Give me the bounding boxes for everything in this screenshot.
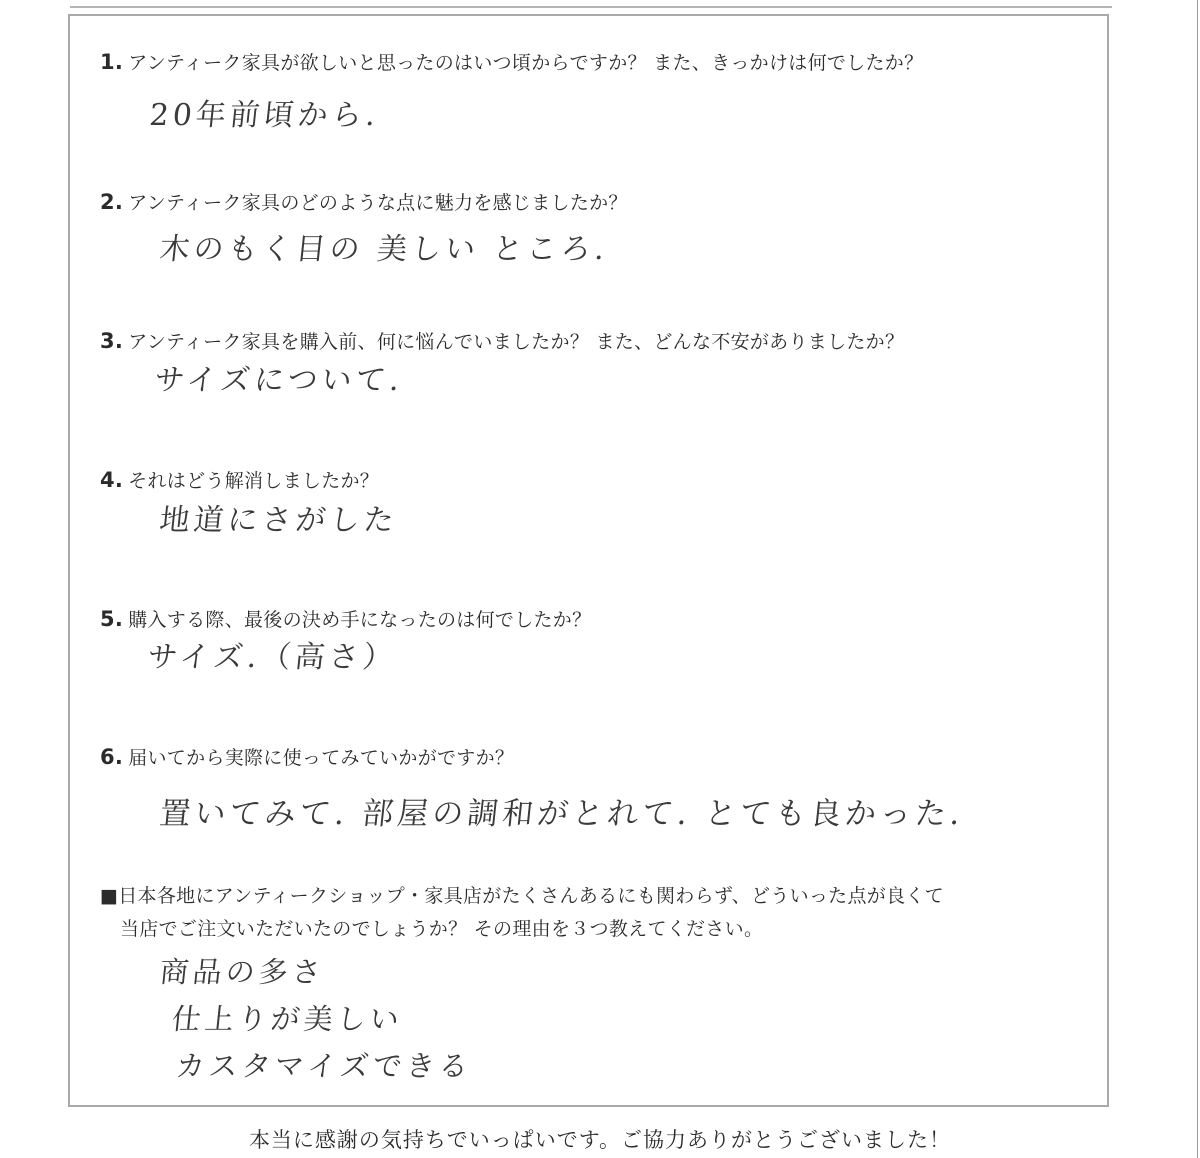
extra-question-line-2: 当店でご注文いただいたのでしょうか？ その理由を３つ教えてください。 (120, 918, 764, 940)
question-4 (100, 466, 379, 493)
question-2 (100, 188, 628, 215)
question-4-text: それはどう解消しましたか？ (128, 470, 380, 492)
question-6 (100, 743, 514, 770)
closing-message: 本当に感謝の気持ちでいっぱいです。ご協力ありがとうございました！ (248, 1128, 952, 1152)
question-1 (100, 48, 923, 75)
question-6-text: 届いてから実際に使ってみていかがですか？ (128, 747, 515, 769)
extra-answer-3: カスタマイズできる (174, 1049, 474, 1083)
question-2-number: 2. (100, 190, 124, 214)
question-3-text: アンティーク家具を購入前、何に悩んでいましたか？ また、どんな不安がありましたか？ (128, 331, 905, 353)
answer-3: サイズについて. (152, 363, 406, 398)
answer-2: 木のもく目の 美しい ところ. (157, 232, 611, 267)
question-1-text: アンティーク家具が欲しいと思ったのはいつ頃からですか？ また、きっかけは何でしたか？ (128, 52, 924, 74)
extra-question-line-1: ■日本各地にアンティークショップ・家具店がたくさんあるにも関わらず、どういった点が良くて (100, 885, 944, 907)
scan-edge-line (1197, 0, 1198, 1158)
extra-answer-1: 商品の多さ (158, 955, 327, 989)
question-6-number: 6. (100, 745, 124, 769)
question-3-number: 3. (100, 329, 124, 353)
answer-6: 置いてみて. 部屋の調和がとれて. とても良かった. (157, 796, 966, 832)
question-5-number: 5. (100, 607, 124, 631)
question-1-number: 1. (100, 50, 124, 74)
answer-1: 20年前頃から. (147, 98, 382, 133)
answer-5: サイズ.（高さ） (145, 640, 399, 675)
answer-4: 地道にさがした (157, 503, 400, 538)
extra-answers (158, 950, 474, 1091)
extra-answer-2: 仕上りが美しい (170, 1002, 405, 1036)
question-3 (100, 327, 904, 354)
question-4-number: 4. (100, 468, 124, 492)
top-rule (70, 6, 1112, 8)
extra-question (100, 880, 944, 946)
question-2-text: アンティーク家具のどのような点に魅力を感じましたか？ (128, 192, 628, 214)
question-5-text: 購入する際、最後の決め手になったのは何でしたか？ (128, 609, 592, 631)
question-5 (100, 605, 591, 632)
